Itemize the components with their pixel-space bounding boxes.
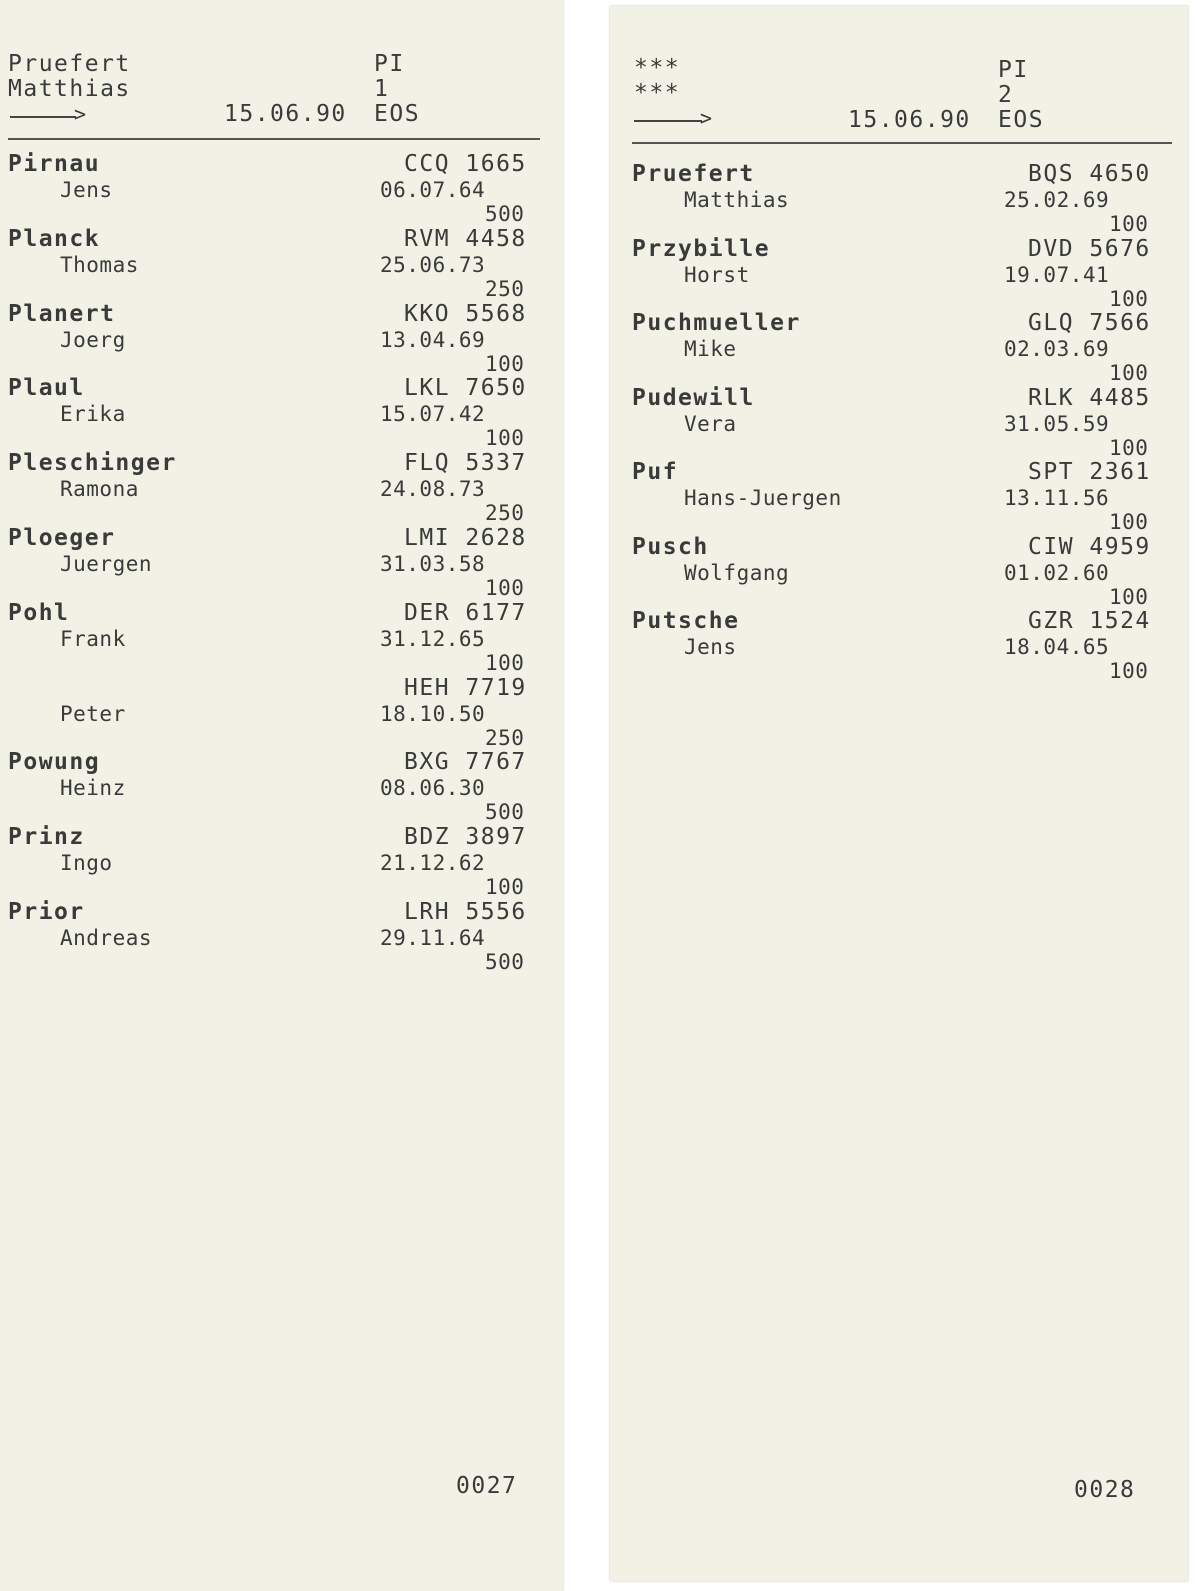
entry-firstname: Ramona	[60, 477, 139, 502]
entry-birthdate: 25.06.73	[380, 252, 486, 277]
entry-amount: 100	[485, 576, 525, 600]
entry-plate: GZR 1524	[1028, 608, 1151, 634]
header-line-2: ***	[634, 80, 681, 106]
entry-surname: Pirnau	[8, 151, 101, 177]
entry-birthdate: 06.07.64	[380, 178, 486, 202]
entry-surname: Ploeger	[8, 525, 116, 551]
header-code-1: PI	[998, 57, 1029, 83]
entry-surname: Pudewill	[632, 384, 755, 411]
header-code-3: EOS	[998, 107, 1045, 133]
entry-firstname: Hans-Juergen	[684, 486, 842, 510]
entry-surname: Prinz	[8, 824, 85, 851]
entry-surname: Powung	[8, 749, 101, 776]
entry-amount: 100	[1109, 584, 1149, 609]
entry-birthdate: 31.12.65	[380, 626, 486, 651]
entry-amount: 100	[1109, 361, 1149, 385]
entry-birthdate: 19.07.41	[1004, 262, 1110, 287]
entry-firstname: Jens	[684, 635, 737, 659]
entry-amount: 100	[485, 351, 525, 376]
entry-surname: Pruefert	[632, 161, 755, 187]
arrow-line	[634, 120, 702, 122]
entry-firstname: Ingo	[60, 851, 113, 876]
entry-firstname: Vera	[684, 411, 737, 436]
arrow-line	[10, 116, 76, 118]
entry-surname: Puf	[632, 459, 679, 485]
entry-plate: LMI 2628	[404, 525, 527, 551]
entry-firstname: Juergen	[60, 552, 153, 576]
entry-plate: CIW 4959	[1028, 533, 1151, 560]
entry-surname: Pleschinger	[8, 450, 177, 477]
entry-surname: Planck	[8, 225, 101, 252]
entry-surname: Planert	[8, 300, 116, 327]
entry-firstname: Heinz	[60, 776, 126, 801]
entry-birthdate: 02.03.69	[1004, 337, 1110, 361]
entry-firstname: Erika	[60, 402, 126, 427]
entry-amount: 100	[1109, 659, 1149, 683]
entry-surname: Putsche	[632, 608, 740, 634]
entry-firstname: Mike	[684, 337, 737, 361]
entry-birthdate: 29.11.64	[380, 926, 486, 950]
entry-firstname: Frank	[60, 626, 126, 651]
entry-plate: DER 6177	[404, 599, 527, 626]
entry-birthdate: 24.08.73	[380, 477, 486, 502]
header-date: 15.06.90	[848, 107, 971, 133]
entry-plate: LKL 7650	[404, 375, 527, 402]
entry-plate: BXG 7767	[404, 749, 527, 776]
entry-birthdate: 01.02.60	[1004, 560, 1110, 585]
entry-plate: KKO 5568	[404, 300, 527, 327]
arrow-head: >	[700, 106, 714, 130]
entry-amount: 500	[485, 950, 525, 974]
entry-amount: 100	[1109, 286, 1149, 311]
entry-firstname: Matthias	[684, 188, 790, 212]
entry-plate: RLK 4485	[1028, 384, 1151, 411]
entry-amount: 100	[1109, 212, 1149, 236]
entry-birthdate: 31.05.59	[1004, 411, 1110, 436]
entry-amount: 500	[485, 202, 525, 226]
entry-amount: 100	[485, 650, 525, 675]
entry-firstname: Wolfgang	[684, 560, 790, 585]
entry-birthdate: 25.02.69	[1004, 188, 1110, 212]
entry-plate: HEH 7719	[404, 674, 527, 701]
entry-birthdate: 31.03.58	[380, 552, 486, 576]
entry-firstname: Jens	[60, 178, 113, 202]
entry-plate: GLQ 7566	[1028, 310, 1151, 336]
entry-plate: CCQ 1665	[404, 151, 527, 177]
header-line-2: Matthias	[8, 76, 131, 102]
header-line-1: Pruefert	[8, 51, 131, 77]
list-sheet-1	[0, 0, 563, 1591]
entry-plate: FLQ 5337	[404, 450, 527, 477]
entry-birthdate: 08.06.30	[380, 776, 486, 801]
entry-plate: RVM 4458	[404, 225, 527, 252]
list-sheet-2	[610, 6, 1188, 1581]
entry-birthdate: 18.04.65	[1004, 635, 1110, 659]
entry-amount: 500	[485, 800, 525, 825]
header-code-3: EOS	[374, 101, 421, 127]
entry-amount: 250	[485, 725, 525, 750]
entry-firstname: Thomas	[60, 252, 139, 277]
header-code-1: PI	[374, 51, 405, 77]
header-code-2: 2	[998, 82, 1014, 108]
header-code-2: 1	[374, 76, 390, 102]
entry-firstname: Andreas	[60, 926, 153, 950]
page-number: 0028	[1074, 1477, 1136, 1503]
entry-firstname: Peter	[60, 701, 126, 726]
header-divider	[632, 142, 1172, 144]
entry-amount: 100	[485, 875, 525, 900]
entry-amount: 100	[1109, 510, 1149, 534]
entry-amount: 250	[485, 501, 525, 526]
page-number: 0027	[456, 1473, 518, 1499]
entry-surname: Prior	[8, 899, 85, 925]
entry-amount: 250	[485, 276, 525, 301]
entry-birthdate: 13.04.69	[380, 327, 486, 352]
entry-birthdate: 21.12.62	[380, 851, 486, 876]
entry-surname: Plaul	[8, 375, 85, 402]
entry-amount: 100	[1109, 435, 1149, 460]
header-line-1: ***	[634, 55, 681, 81]
entry-surname: Puchmueller	[632, 310, 801, 336]
entry-plate: BQS 4650	[1028, 161, 1151, 187]
header-divider	[8, 138, 540, 140]
entry-surname: Pusch	[632, 533, 709, 560]
arrow-head: >	[74, 102, 88, 126]
header-date: 15.06.90	[224, 101, 347, 127]
entry-birthdate: 13.11.56	[1004, 486, 1110, 510]
entry-birthdate: 15.07.42	[380, 402, 486, 427]
entry-plate: DVD 5676	[1028, 235, 1151, 262]
entry-plate: BDZ 3897	[404, 824, 527, 851]
entry-firstname: Joerg	[60, 327, 126, 352]
entry-amount: 100	[485, 426, 525, 451]
entry-birthdate: 18.10.50	[380, 701, 486, 726]
entry-surname: Przybille	[632, 235, 771, 262]
entry-firstname: Horst	[684, 262, 750, 287]
entry-surname: Pohl	[8, 599, 70, 626]
entry-plate: SPT 2361	[1028, 459, 1151, 485]
entry-plate: LRH 5556	[404, 899, 527, 925]
